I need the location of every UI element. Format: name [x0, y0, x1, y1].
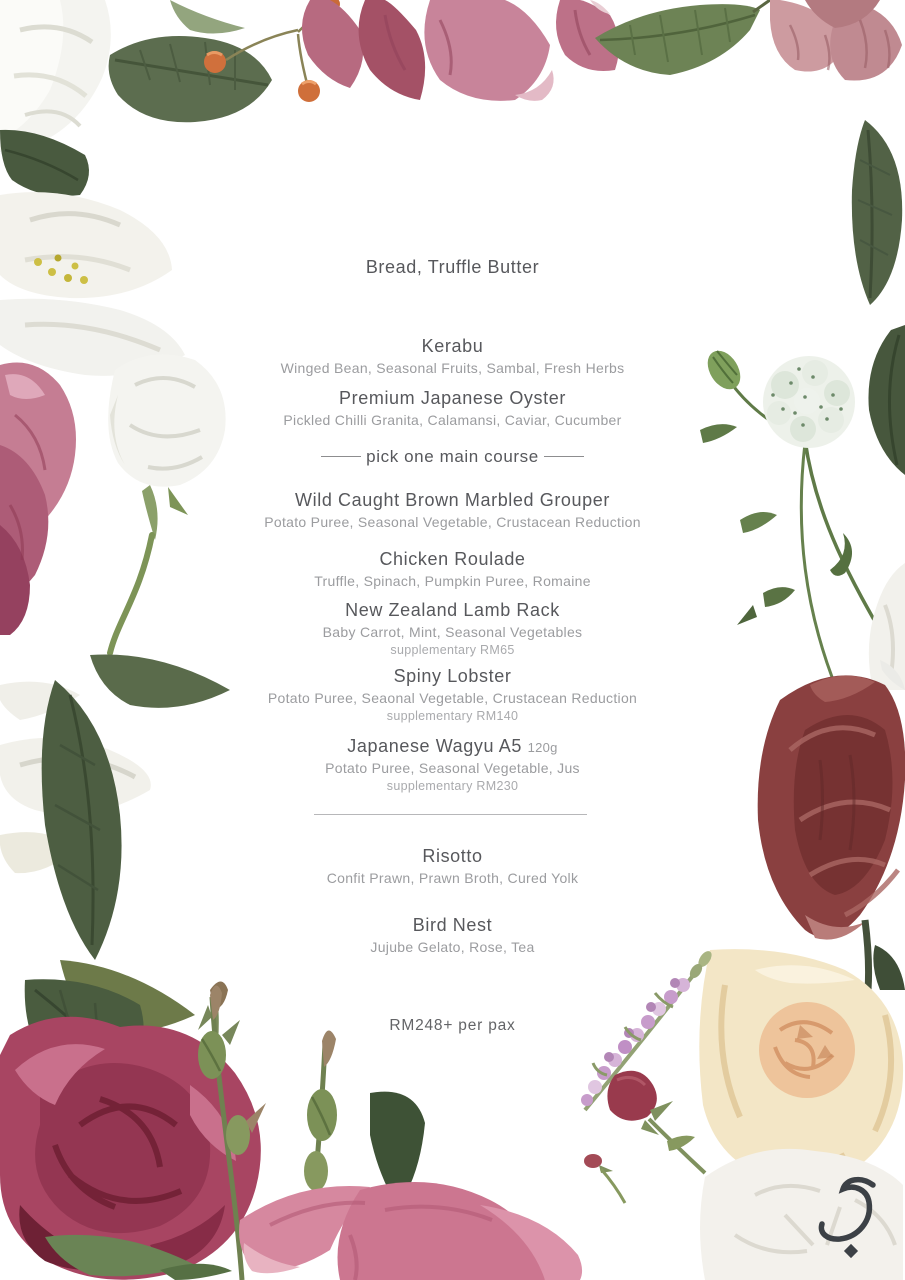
starter-item: [0, 336, 905, 377]
left-rule: [321, 456, 361, 457]
dish-name: Chicken Roulade: [379, 549, 526, 569]
dish-name: Spiny Lobster: [393, 666, 512, 686]
dish-description: Jujube Gelato, Rose, Tea: [370, 938, 535, 955]
heading-label: pick one main course: [366, 447, 539, 466]
dish-name: Risotto: [422, 846, 483, 866]
dish-name: New Zealand Lamb Rack: [345, 600, 560, 620]
bread-course: [0, 257, 905, 278]
price-note: RM248+ per pax: [389, 1017, 516, 1034]
dish-name: Kerabu: [421, 336, 484, 356]
dish-name: Premium Japanese Oyster: [339, 388, 566, 408]
main-course-heading: [0, 447, 905, 467]
dish-description: Truffle, Spinach, Pumpkin Puree, Romaine: [314, 572, 591, 589]
dish-description: Pickled Chilli Granita, Calamansi, Caviar, Cucumber: [283, 411, 622, 428]
main-item: [0, 490, 905, 531]
dish-name-text: Japanese Wagyu A5: [347, 736, 522, 756]
main-item: [0, 600, 905, 657]
right-rule: [544, 456, 584, 457]
dish-description: Potato Puree, Seasonal Vegetable, Crustacean Reduction: [264, 513, 641, 530]
main-item: [0, 549, 905, 590]
dish-supplement: supplementary RM230: [386, 779, 519, 794]
dish-name: Bird Nest: [412, 915, 493, 935]
dish-description: Potato Puree, Seaonal Vegetable, Crustacean Reduction: [267, 689, 638, 706]
dish-description: Winged Bean, Seasonal Fruits, Sambal, Fresh Herbs: [280, 359, 625, 376]
dessert-item: [0, 846, 905, 887]
starter-item: [0, 388, 905, 429]
dish-supplement: supplementary RM65: [390, 643, 515, 658]
dessert-item: [0, 915, 905, 956]
main-item: [0, 666, 905, 723]
main-item: [0, 736, 905, 793]
dish-supplement: supplementary RM140: [386, 709, 519, 724]
dish-description: Confit Prawn, Prawn Broth, Cured Yolk: [326, 869, 579, 886]
dish-description: Potato Puree, Seasonal Vegetable, Jus: [325, 759, 580, 776]
portion-size: 120g: [527, 740, 558, 755]
dish-description: Baby Carrot, Mint, Seasonal Vegetables: [322, 623, 583, 640]
section-divider: [314, 814, 587, 815]
dish-name: Wild Caught Brown Marbled Grouper: [295, 490, 610, 510]
dish-name: Bread, Truffle Butter: [365, 257, 540, 277]
dish-name: [0, 736, 905, 757]
